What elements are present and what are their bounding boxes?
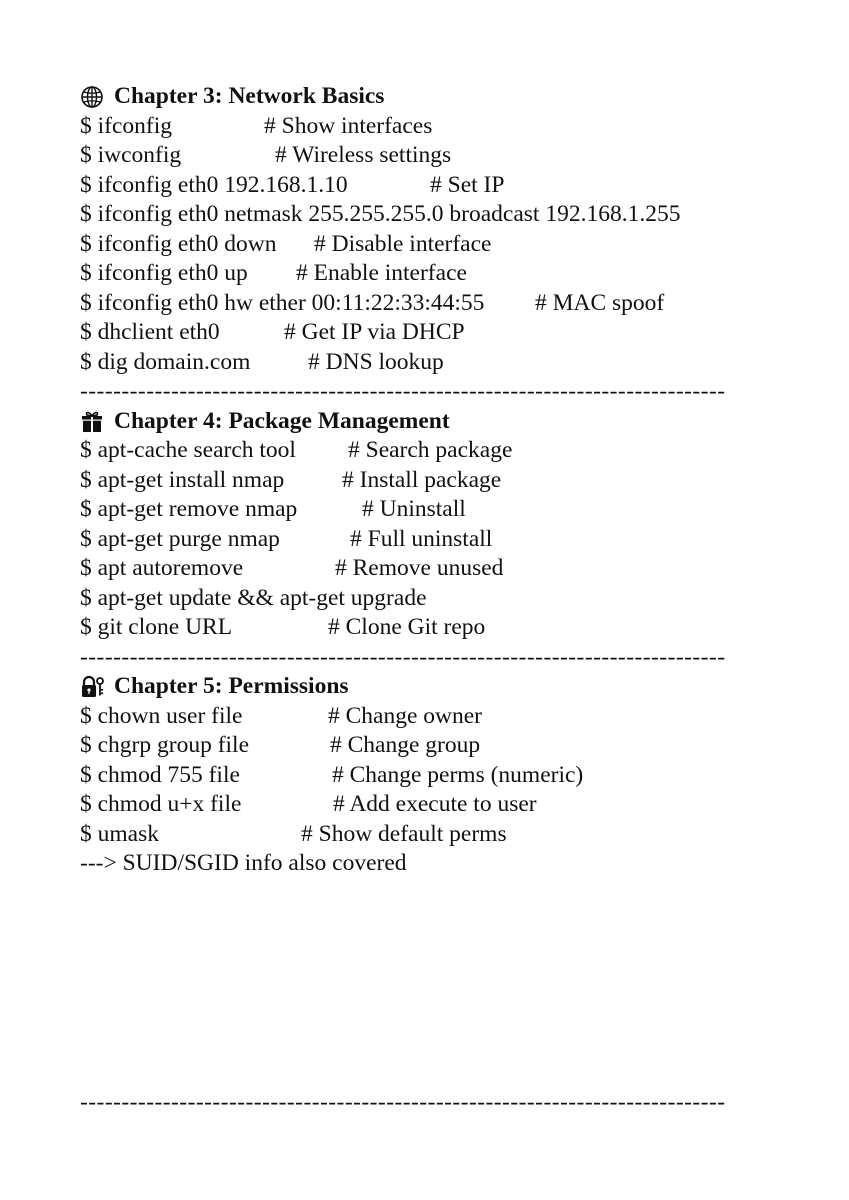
chapter-3-heading [80,82,780,112]
command-line: $ chown user file # Change owner [80,702,483,729]
command-line: $ apt-get purge nmap # Full uninstall [80,525,493,552]
divider: ------------------------------------------------------------------------------ [80,643,726,670]
command-line: $ dig domain.com # DNS lookup [80,348,444,375]
command-line: $ git clone URL # Clone Git repo [80,614,486,640]
document-page [80,82,780,879]
command-line: $ ifconfig eth0 up # Enable interface [80,260,467,286]
command-line: $ chgrp group file # Change group [80,732,481,758]
chapter-title: Chapter 3: Network Basics [114,83,385,109]
bottom-divider: ------------------------------------------------------------------------------ [80,1089,726,1115]
command-line: $ ifconfig eth0 down # Disable interface [80,230,492,257]
chapter-5-heading [80,672,780,702]
command-line: $ apt-get update && apt-get upgrade [80,584,427,611]
globe-icon [80,85,104,109]
command-line: $ ifconfig eth0 hw ether 00:11:22:33:44:55 # MAC spoof [80,289,665,316]
chapter-4-heading [80,407,780,437]
command-line: $ apt-cache search tool # Search package [80,437,513,463]
command-line: $ iwconfig # Wireless settings [80,142,452,168]
command-line: $ umask # Show default perms [80,820,507,847]
command-line: $ apt autoremove # Remove unused [80,555,504,581]
chapter-title: Chapter 5: Permissions [114,673,349,699]
command-line: $ chmod u+x file # Add execute to user [80,791,537,817]
command-line: $ dhclient eth0 # Get IP via DHCP [80,319,465,345]
chapter-title: Chapter 4: Package Management [114,407,450,434]
command-line: $ ifconfig # Show interfaces [80,112,433,139]
divider: ------------------------------------------------------------------------------ [80,378,726,404]
note-line: ---> SUID/SGID info also covered [80,850,407,876]
lock-key-icon [80,675,104,699]
command-line: $ apt-get remove nmap # Uninstall [80,496,466,522]
command-line: $ ifconfig eth0 192.168.1.10 # Set IP [80,171,505,198]
command-line: $ chmod 755 file # Change perms (numeric) [80,761,584,788]
command-line: $ apt-get install nmap # Install package [80,466,502,493]
gift-icon [80,409,104,433]
command-line: $ ifconfig eth0 netmask 255.255.255.0 broadcast 192.168.1.255 [80,201,681,227]
